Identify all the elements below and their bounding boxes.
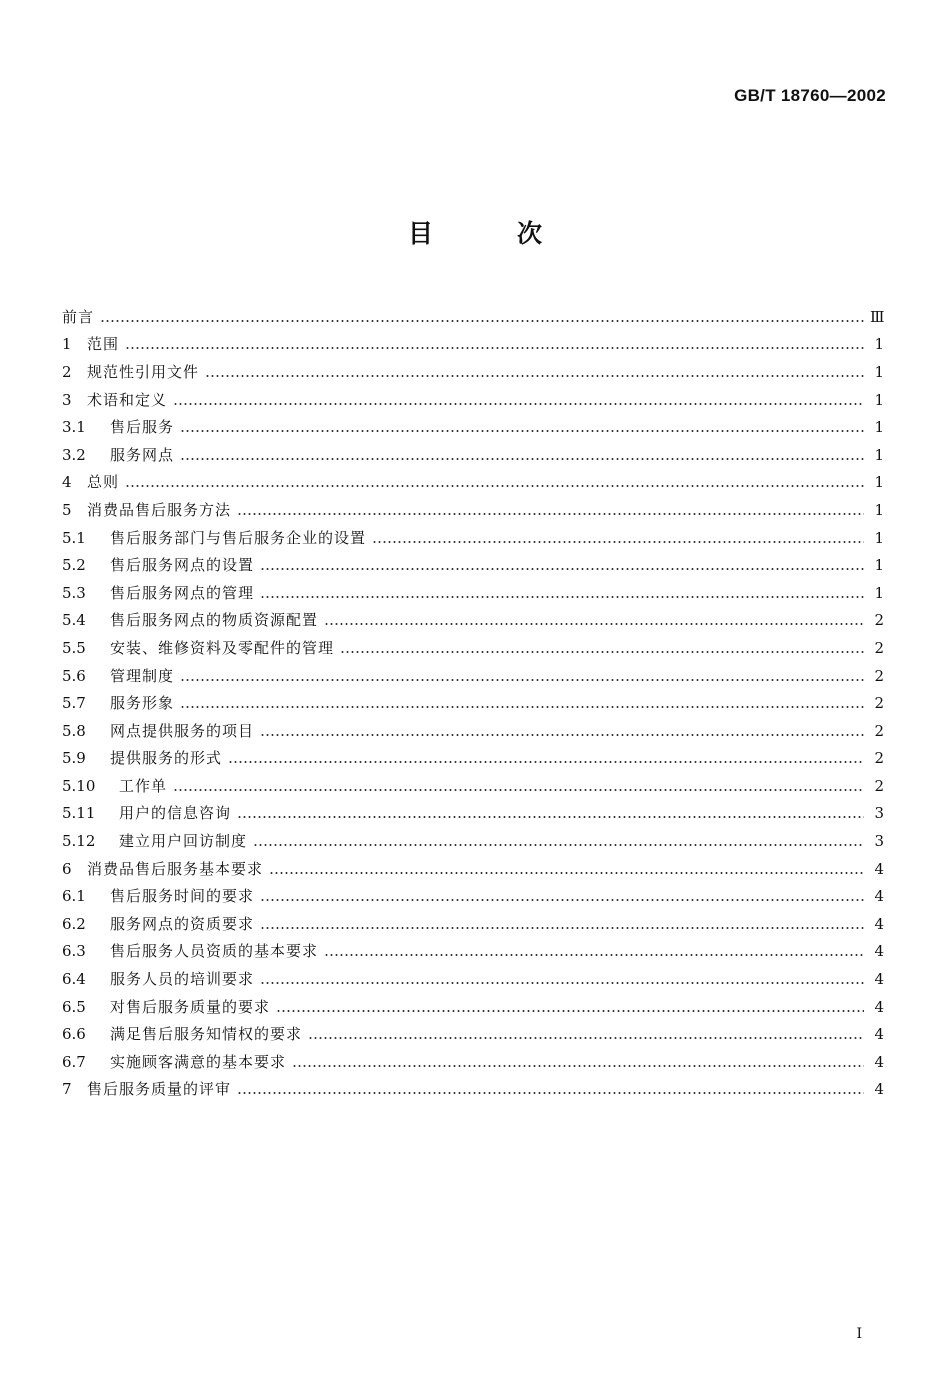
toc-entry-label: 对售后服务质量的要求	[110, 997, 271, 1016]
toc-entry[interactable]	[62, 496, 884, 524]
toc-entry[interactable]	[62, 910, 884, 938]
page-number: Ⅰ	[856, 1326, 862, 1342]
toc-dot-leader	[372, 541, 864, 543]
document-code: GB/T 18760—2002	[734, 86, 886, 105]
toc-entry-page: 4	[874, 997, 884, 1016]
toc-entry-label: 规范性引用文件	[87, 362, 200, 381]
toc-entry[interactable]	[62, 993, 884, 1021]
toc-entry-page: 1	[874, 335, 884, 354]
toc-dot-leader	[260, 982, 864, 984]
toc-entry[interactable]	[62, 524, 884, 552]
toc-entry-label: 售后服务部门与售后服务企业的设置	[110, 528, 367, 547]
toc-entry[interactable]	[62, 717, 884, 745]
toc-dot-leader	[237, 816, 864, 818]
toc-dot-leader	[260, 596, 864, 598]
toc-entry-label: 工作单	[119, 776, 168, 795]
toc-entry-label: 消费品售后服务基本要求	[87, 859, 264, 878]
toc-dot-leader	[324, 954, 864, 956]
toc-dot-leader	[260, 568, 864, 570]
toc-entry-number: 5.2	[62, 556, 86, 575]
toc-dot-leader	[237, 1092, 864, 1094]
toc-entry-label: 售后服务网点的物质资源配置	[110, 611, 319, 630]
toc-entry-number: 6.4	[62, 970, 86, 989]
toc-entry-page: 1	[874, 418, 884, 437]
toc-dot-leader	[173, 403, 864, 405]
toc-entry-page: 1	[874, 500, 884, 519]
toc-entry-label: 安装、维修资料及零配件的管理	[110, 638, 335, 657]
toc-entry-number: 5.10	[62, 776, 96, 795]
toc-entry-label: 术语和定义	[87, 390, 168, 409]
toc-entry-label: 前言	[62, 307, 95, 326]
toc-entry-label: 实施顾客满意的基本要求	[110, 1052, 287, 1071]
toc-entry-label: 范围	[87, 335, 120, 354]
toc-entry-page: 1	[874, 390, 884, 409]
toc-entry-label: 用户的信息咨询	[119, 804, 232, 823]
toc-entry[interactable]	[62, 662, 884, 690]
toc-entry-number: 6.5	[62, 997, 86, 1016]
toc-entry[interactable]	[62, 965, 884, 993]
toc-entry-number: 3	[62, 390, 72, 409]
toc-entry-number: 5.3	[62, 583, 86, 602]
toc-dot-leader	[324, 623, 864, 625]
toc-entry-page: Ⅲ	[870, 307, 885, 326]
toc-dot-leader	[173, 789, 864, 791]
toc-entry-number: 5.1	[62, 528, 86, 547]
toc-entry-label: 售后服务人员资质的基本要求	[110, 942, 319, 961]
toc-entry[interactable]	[62, 882, 884, 910]
toc-entry-label: 售后服务网点的设置	[110, 556, 255, 575]
toc-entry-page: 1	[874, 583, 884, 602]
toc-entry[interactable]	[62, 689, 884, 717]
toc-entry-number: 5.7	[62, 694, 86, 713]
toc-entry-number: 3.2	[62, 445, 86, 464]
toc-entry-page: 3	[874, 804, 884, 823]
toc-dot-leader	[260, 734, 864, 736]
toc-dot-leader	[180, 458, 864, 460]
toc-entry-number: 5.8	[62, 721, 86, 740]
toc-entry[interactable]	[62, 331, 884, 359]
toc-entry-number: 6.7	[62, 1052, 86, 1071]
toc-dot-leader	[125, 347, 864, 349]
toc-entry[interactable]	[62, 551, 884, 579]
toc-entry-label: 建立用户回访制度	[119, 832, 248, 851]
toc-entry-number: 5.11	[62, 804, 96, 823]
toc-entry-label: 总则	[87, 473, 120, 492]
toc-entry-label: 管理制度	[110, 666, 175, 685]
toc-entry-number: 5.6	[62, 666, 86, 685]
page-title: 目次	[407, 219, 626, 248]
toc-entry[interactable]	[62, 358, 884, 386]
toc-entry[interactable]	[62, 303, 884, 331]
toc-entry[interactable]	[62, 1048, 884, 1076]
toc-entry-page: 4	[874, 942, 884, 961]
toc-dot-leader	[260, 899, 864, 901]
toc-entry-page: 2	[874, 721, 884, 740]
toc-dot-leader	[180, 679, 864, 681]
toc-dot-leader	[276, 1010, 864, 1012]
toc-entry[interactable]	[62, 607, 884, 635]
table-of-contents	[62, 303, 884, 1103]
toc-entry[interactable]	[62, 1020, 884, 1048]
toc-dot-leader	[308, 1037, 864, 1039]
toc-entry-label: 售后服务	[110, 418, 175, 437]
toc-entry-number: 5	[62, 500, 72, 519]
toc-entry-label: 售后服务质量的评审	[87, 1080, 232, 1099]
toc-entry-label: 服务网点的资质要求	[110, 914, 255, 933]
toc-entry-page: 1	[874, 445, 884, 464]
toc-entry[interactable]	[62, 772, 884, 800]
toc-entry-number: 5.9	[62, 749, 86, 768]
toc-entry-number: 7	[62, 1080, 72, 1099]
toc-dot-leader	[180, 430, 864, 432]
toc-entry-label: 服务形象	[110, 694, 175, 713]
toc-entry-page: 2	[874, 611, 884, 630]
toc-entry[interactable]	[62, 469, 884, 497]
toc-entry-number: 6.6	[62, 1025, 86, 1044]
toc-entry-label: 提供服务的形式	[110, 749, 223, 768]
toc-entry-page: 4	[874, 970, 884, 989]
toc-entry-page: 4	[874, 1052, 884, 1071]
toc-entry[interactable]	[62, 634, 884, 662]
toc-entry-page: 4	[874, 887, 884, 906]
toc-entry-number: 1	[62, 335, 72, 354]
toc-entry-page: 3	[874, 832, 884, 851]
toc-entry[interactable]	[62, 413, 884, 441]
toc-dot-leader	[205, 375, 864, 377]
toc-entry-label: 售后服务时间的要求	[110, 887, 255, 906]
toc-dot-leader	[292, 1065, 864, 1067]
toc-entry-number: 6	[62, 859, 72, 878]
toc-dot-leader	[260, 927, 864, 929]
toc-entry-label: 网点提供服务的项目	[110, 721, 255, 740]
toc-entry-page: 2	[874, 749, 884, 768]
toc-dot-leader	[100, 320, 864, 322]
toc-entry[interactable]	[62, 938, 884, 966]
toc-dot-leader	[180, 706, 864, 708]
toc-entry-page: 1	[874, 362, 884, 381]
toc-entry-label: 满足售后服务知情权的要求	[110, 1025, 303, 1044]
toc-entry-page: 4	[874, 1025, 884, 1044]
toc-entry[interactable]	[62, 800, 884, 828]
toc-entry-label: 服务网点	[110, 445, 175, 464]
toc-entry-label: 服务人员的培训要求	[110, 970, 255, 989]
toc-dot-leader	[125, 485, 864, 487]
toc-entry-page: 2	[874, 666, 884, 685]
toc-entry-page: 2	[874, 776, 884, 795]
toc-entry[interactable]	[62, 1076, 884, 1104]
toc-entry-page: 4	[874, 1080, 884, 1099]
toc-entry-number: 2	[62, 362, 72, 381]
toc-entry-number: 6.1	[62, 887, 86, 906]
toc-entry-label: 消费品售后服务方法	[87, 500, 232, 519]
toc-entry[interactable]	[62, 827, 884, 855]
toc-entry[interactable]	[62, 745, 884, 773]
toc-entry-number: 6.3	[62, 942, 86, 961]
toc-entry-page: 2	[874, 638, 884, 657]
toc-dot-leader	[253, 844, 864, 846]
toc-entry-page: 4	[874, 859, 884, 878]
toc-entry-page: 1	[874, 473, 884, 492]
toc-dot-leader	[340, 651, 864, 653]
toc-entry-number: 5.5	[62, 638, 86, 657]
toc-entry-number: 5.12	[62, 832, 96, 851]
toc-entry-number: 5.4	[62, 611, 86, 630]
toc-entry[interactable]	[62, 579, 884, 607]
toc-entry-page: 4	[874, 914, 884, 933]
toc-dot-leader	[237, 513, 864, 515]
toc-entry[interactable]	[62, 386, 884, 414]
toc-entry-page: 1	[874, 556, 884, 575]
toc-entry-number: 3.1	[62, 418, 86, 437]
toc-entry-number: 6.2	[62, 914, 86, 933]
toc-entry-page: 1	[874, 528, 884, 547]
toc-dot-leader	[228, 761, 864, 763]
toc-entry-number: 4	[62, 473, 72, 492]
toc-entry-page: 2	[874, 694, 884, 713]
toc-entry-label: 售后服务网点的管理	[110, 583, 255, 602]
toc-entry[interactable]	[62, 855, 884, 883]
toc-entry[interactable]	[62, 441, 884, 469]
toc-dot-leader	[269, 872, 864, 874]
